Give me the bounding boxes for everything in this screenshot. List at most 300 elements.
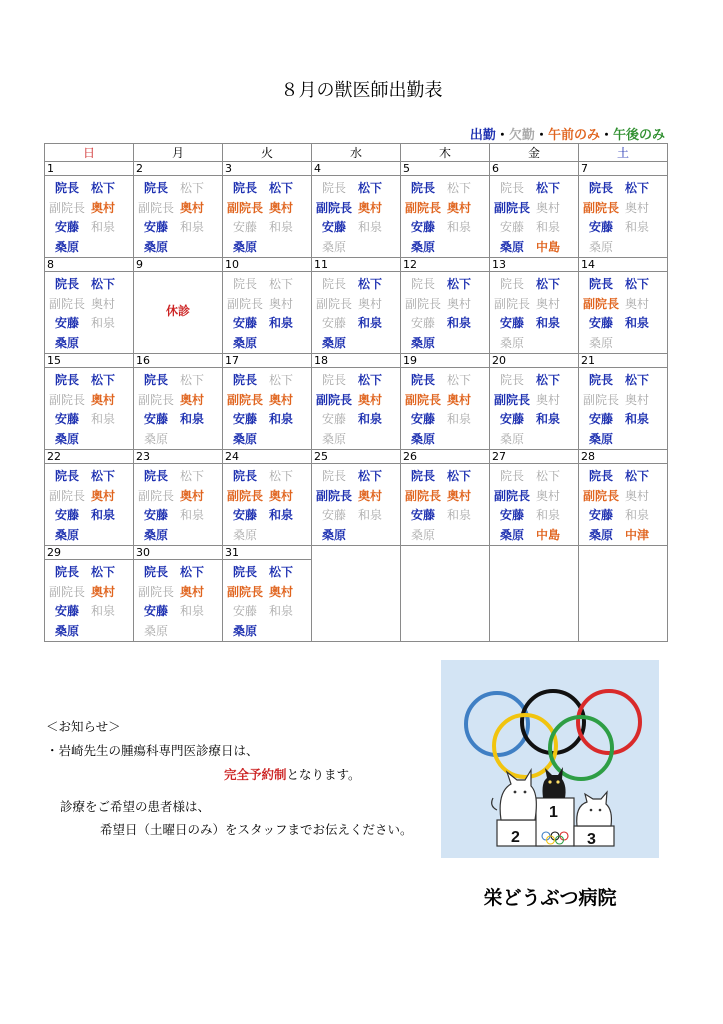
staff-name: 奥村 [180,584,205,599]
day-cell [45,162,134,258]
staff-name: 奥村 [536,296,561,311]
day-number: 25 [312,450,400,464]
staff-name: 安藤 [410,508,435,522]
staff-name: 副院長 [315,392,352,407]
staff-name: 安藤 [410,412,435,426]
staff-name: 松下 [447,181,472,195]
day-number: 29 [45,546,133,560]
notice-heading: ＜お知らせ＞ [46,719,121,734]
staff-name [267,334,311,354]
hospital-name: 栄どうぶつ病院 [483,887,617,909]
staff-name: 副院長 [315,488,352,503]
staff-grid [490,176,578,257]
staff-name: 桑原 [321,431,346,446]
staff-name: 松下 [91,565,116,579]
staff-name [267,238,311,258]
staff-grid [223,368,311,449]
day-number: 3 [223,162,311,176]
staff-name [178,622,222,642]
staff-name: 院長 [54,469,79,483]
weekday-header: 日 [45,144,134,162]
ring-red [578,691,640,753]
legend-item: ・ [534,128,548,143]
staff-name: 安藤 [499,412,524,426]
staff-name: 副院長 [48,296,85,311]
staff-name: 奥村 [536,200,561,215]
staff-name: 安藤 [321,508,346,522]
staff-name: 桑原 [588,527,613,542]
staff-name: 松下 [447,277,472,291]
staff-name: 中島 [536,527,561,542]
staff-name: 副院長 [226,200,263,215]
legend-item: ・ [599,128,613,143]
staff-name: 奥村 [447,392,472,407]
staff-name [178,526,222,546]
staff-name: 院長 [54,277,79,291]
notice-line-2-rest: となります。 [286,767,361,782]
staff-name: 松下 [91,373,116,387]
day-cell [312,450,401,546]
staff-name: 奥村 [91,296,116,311]
staff-name: 和泉 [358,508,383,522]
staff-name: 松下 [91,277,116,291]
staff-name: 和泉 [269,220,294,234]
staff-name: 松下 [536,469,561,483]
staff-name: 松下 [180,469,205,483]
day-number: 23 [134,450,222,464]
staff-name [356,526,400,546]
staff-name [623,430,667,450]
staff-name: 奥村 [358,488,383,503]
staff-name [89,238,133,258]
staff-grid [490,368,578,449]
day-cell [312,546,401,642]
notice-line-1: ・岩崎先生の腫瘍科専門医診療日は、 [46,743,259,758]
staff-name: 和泉 [180,412,205,426]
staff-grid [45,464,133,545]
staff-grid [579,464,667,545]
day-cell [312,354,401,450]
week-row [45,450,668,546]
staff-name [89,430,133,450]
staff-name [356,334,400,354]
staff-name: 和泉 [447,412,472,426]
staff-name: 和泉 [536,508,561,522]
day-cell [401,354,490,450]
staff-name: 松下 [91,469,116,483]
day-number: 16 [134,354,222,368]
ring-black [522,691,584,753]
day-number: 12 [401,258,489,272]
day-number: 22 [45,450,133,464]
staff-name: 安藤 [54,508,79,522]
staff-name: 奥村 [625,296,650,311]
day-number: 28 [579,450,667,464]
staff-name: 安藤 [232,508,257,522]
staff-grid [579,176,667,257]
day-number: 7 [579,162,667,176]
week-row [45,162,668,258]
staff-grid [45,560,133,641]
cat-white-left [492,770,537,820]
day-number: 21 [579,354,667,368]
day-number: 31 [223,546,311,560]
staff-name: 副院長 [493,392,530,407]
legend-item: ・ [495,128,509,143]
day-number: 18 [312,354,400,368]
staff-name: 桑原 [499,335,524,350]
staff-name: 桑原 [232,239,257,254]
staff-name: 和泉 [625,412,650,426]
staff-name: 副院長 [404,200,441,215]
staff-name: 院長 [410,181,435,195]
staff-name [178,238,222,258]
day-cell [45,258,134,354]
staff-name: 奥村 [269,392,294,407]
notice-line-2 [224,764,361,786]
staff-name: 和泉 [447,508,472,522]
staff-name: 院長 [410,373,435,387]
staff-name: 院長 [321,277,346,291]
day-cell [223,162,312,258]
staff-name: 松下 [358,181,383,195]
staff-name: 松下 [625,469,650,483]
day-cell [490,546,579,642]
staff-name: 桑原 [143,623,168,638]
staff-name: 奥村 [91,584,116,599]
staff-name: 松下 [269,373,294,387]
staff-name: 副院長 [226,584,263,599]
staff-name: 桑原 [410,239,435,254]
day-number: 4 [312,162,400,176]
staff-name: 桑原 [588,335,613,350]
day-cell [490,450,579,546]
staff-name: 松下 [269,181,294,195]
weekday-header: 火 [223,144,312,162]
staff-name: 和泉 [91,220,116,234]
staff-name: 桑原 [54,239,79,254]
day-cell [579,258,668,354]
staff-name: 桑原 [143,527,168,542]
staff-grid [401,368,489,449]
day-cell [579,354,668,450]
staff-name: 安藤 [232,604,257,618]
staff-name: 松下 [625,277,650,291]
staff-name: 副院長 [404,392,441,407]
staff-name: 松下 [91,181,116,195]
legend-item: 出勤 [469,128,496,143]
staff-name: 奥村 [269,584,294,599]
staff-grid [45,176,133,257]
weekday-header: 水 [312,144,401,162]
staff-name: 副院長 [226,296,263,311]
staff-name: 松下 [447,469,472,483]
staff-name: 安藤 [321,316,346,330]
staff-name: 副院長 [493,488,530,503]
staff-name: 和泉 [358,316,383,330]
staff-name: 安藤 [54,220,79,234]
staff-name: 奥村 [91,392,116,407]
staff-name [445,526,489,546]
staff-name: 副院長 [404,296,441,311]
staff-name: 副院長 [493,296,530,311]
staff-name: 松下 [269,277,294,291]
staff-name: 和泉 [91,316,116,330]
day-number: 26 [401,450,489,464]
day-cell [223,354,312,450]
staff-name: 桑原 [499,527,524,542]
day-number: 24 [223,450,311,464]
staff-name [89,334,133,354]
staff-grid [401,272,489,353]
day-cell [579,162,668,258]
staff-name [89,622,133,642]
day-cell [223,258,312,354]
day-cell [45,450,134,546]
staff-name: 奥村 [358,296,383,311]
week-row [45,546,668,642]
podium-2-label: 2 [511,829,520,846]
cat-white-right [577,792,612,826]
staff-name: 副院長 [137,584,174,599]
staff-name: 院長 [499,469,524,483]
ring-yellow [494,715,556,777]
staff-name: 和泉 [358,220,383,234]
staff-name: 桑原 [410,335,435,350]
staff-name: 院長 [232,181,257,195]
day-number: 14 [579,258,667,272]
day-cell [312,162,401,258]
attendance-calendar [44,143,668,642]
staff-name: 桑原 [588,239,613,254]
staff-name: 松下 [447,373,472,387]
staff-name: 和泉 [536,220,561,234]
staff-name [445,334,489,354]
staff-name: 院長 [143,373,168,387]
staff-name: 院長 [143,469,168,483]
staff-grid [134,560,222,641]
staff-name: 副院長 [137,392,174,407]
staff-name: 和泉 [91,412,116,426]
staff-name: 奥村 [447,296,472,311]
staff-name: 和泉 [269,508,294,522]
staff-name: 院長 [588,277,613,291]
staff-name: 院長 [588,469,613,483]
staff-name: 安藤 [410,316,435,330]
staff-name: 院長 [499,277,524,291]
staff-name: 奥村 [180,392,205,407]
staff-name: 副院長 [137,488,174,503]
staff-name: 院長 [54,565,79,579]
staff-name: 桑原 [54,431,79,446]
staff-name: 安藤 [588,316,613,330]
staff-name: 和泉 [180,220,205,234]
staff-name: 奥村 [269,488,294,503]
ring-blue [466,693,528,755]
staff-name: 院長 [410,469,435,483]
staff-name: 副院長 [48,488,85,503]
staff-name: 安藤 [232,316,257,330]
staff-grid [490,272,578,353]
staff-grid [579,368,667,449]
staff-name [445,430,489,450]
day-cell [490,258,579,354]
staff-name: 松下 [269,469,294,483]
staff-name [178,430,222,450]
staff-name: 安藤 [321,220,346,234]
staff-name: 院長 [54,181,79,195]
staff-name: 安藤 [232,220,257,234]
staff-name: 和泉 [180,604,205,618]
staff-name [267,526,311,546]
olympic-cats-illustration [441,660,659,858]
staff-grid [312,272,400,353]
staff-name: 桑原 [499,431,524,446]
notice-line-4: 希望日（土曜日のみ）をスタッフまでお伝えください。 [100,822,413,837]
staff-name: 院長 [321,181,346,195]
staff-grid [134,176,222,257]
staff-name: 和泉 [625,316,650,330]
staff-name: 松下 [180,373,205,387]
day-number: 2 [134,162,222,176]
day-cell [134,162,223,258]
staff-name: 松下 [358,469,383,483]
staff-name: 院長 [232,469,257,483]
staff-name: 中島 [536,239,561,254]
staff-name: 院長 [588,181,613,195]
staff-grid [579,272,667,353]
week-row [45,258,668,354]
staff-name: 松下 [536,277,561,291]
staff-name: 院長 [143,565,168,579]
staff-name: 桑原 [143,239,168,254]
staff-grid [134,368,222,449]
staff-name: 院長 [499,181,524,195]
staff-name: 桑原 [232,527,257,542]
staff-name: 院長 [54,373,79,387]
staff-grid [45,368,133,449]
day-number: 13 [490,258,578,272]
day-cell [401,546,490,642]
staff-name: 副院長 [404,488,441,503]
staff-name: 安藤 [588,412,613,426]
staff-name: 和泉 [447,316,472,330]
podium-1-label: 1 [549,804,558,821]
staff-name: 和泉 [91,508,116,522]
staff-name: 松下 [269,565,294,579]
day-number: 8 [45,258,133,272]
staff-name: 安藤 [143,508,168,522]
staff-name: 院長 [232,373,257,387]
staff-name: 奥村 [269,296,294,311]
notice-highlight: 完全予約制 [224,767,287,782]
staff-name: 院長 [232,565,257,579]
day-cell [401,450,490,546]
day-cell [134,354,223,450]
day-cell [45,546,134,642]
ring-green [550,717,612,779]
staff-grid [490,464,578,545]
day-cell [401,258,490,354]
podium-3-label: 3 [587,831,596,848]
staff-name: 安藤 [143,220,168,234]
staff-name: 桑原 [54,623,79,638]
staff-name: 安藤 [54,412,79,426]
staff-name: 中津 [625,527,650,542]
day-number: 9 [134,258,222,272]
staff-name: 安藤 [588,220,613,234]
staff-grid [134,464,222,545]
staff-name: 安藤 [232,412,257,426]
staff-name: 奥村 [358,392,383,407]
day-number: 17 [223,354,311,368]
staff-name: 院長 [588,373,613,387]
staff-name: 桑原 [321,527,346,542]
staff-name: 和泉 [269,604,294,618]
staff-name: 奥村 [180,488,205,503]
staff-name: 安藤 [321,412,346,426]
day-number: 20 [490,354,578,368]
staff-name: 奥村 [91,488,116,503]
staff-name: 和泉 [358,412,383,426]
staff-name: 奥村 [447,200,472,215]
staff-name: 松下 [536,373,561,387]
staff-name: 桑原 [321,335,346,350]
staff-name: 奥村 [358,200,383,215]
day-cell [134,546,223,642]
staff-name: 和泉 [91,604,116,618]
staff-name: 副院長 [315,200,352,215]
cat-black-center [543,767,566,798]
staff-name: 副院長 [582,392,619,407]
day-cell [312,258,401,354]
staff-name: 桑原 [499,239,524,254]
staff-name: 桑原 [410,431,435,446]
day-cell [579,450,668,546]
staff-name: 和泉 [447,220,472,234]
staff-name [267,430,311,450]
staff-name: 安藤 [588,508,613,522]
staff-name: 院長 [499,373,524,387]
staff-name: 奥村 [536,392,561,407]
staff-name: 桑原 [232,431,257,446]
day-number: 19 [401,354,489,368]
staff-name: 和泉 [269,412,294,426]
staff-name [356,430,400,450]
staff-name [267,622,311,642]
staff-name: 院長 [232,277,257,291]
staff-name: 副院長 [226,488,263,503]
staff-name: 桑原 [143,431,168,446]
legend-item: 午前のみ [547,128,600,143]
day-cell [45,354,134,450]
day-cell [401,162,490,258]
week-row [45,354,668,450]
staff-name: 和泉 [269,316,294,330]
staff-grid [312,176,400,257]
day-number: 6 [490,162,578,176]
weekday-header: 木 [401,144,490,162]
staff-name: 院長 [410,277,435,291]
staff-name [623,334,667,354]
staff-name: 松下 [536,181,561,195]
staff-name: 松下 [180,181,205,195]
day-number: 5 [401,162,489,176]
staff-name [623,238,667,258]
staff-name: 院長 [321,373,346,387]
day-number: 30 [134,546,222,560]
staff-name: 副院長 [226,392,263,407]
